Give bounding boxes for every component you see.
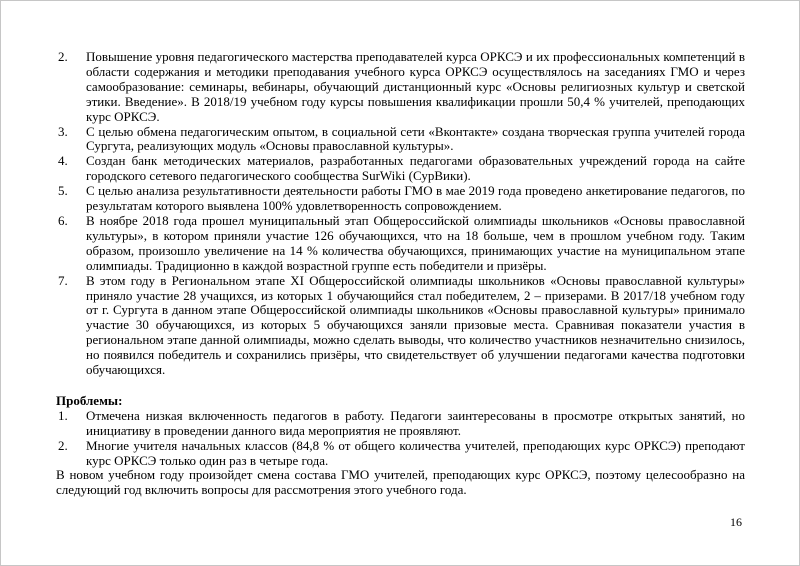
list-item-number: 6. — [58, 212, 68, 228]
list-item-text: Отмечена низкая включенность педагогов в работу. Педагоги заинтересованы в просмотре открытых занятий, но инициативу в проведении данного вида мероприятия не проявляют. — [86, 407, 745, 438]
list-item-number: 1. — [58, 407, 68, 423]
list-item-text: С целью анализа результативности деятельности работы ГМО в мае 2019 года проведено анкетирование педагогов, по результатам которого выявлена 100% удовлетворенность сопровождением. — [86, 183, 745, 214]
problems-numbered-list — [56, 409, 745, 469]
report-numbered-list — [56, 50, 745, 378]
list-item — [56, 274, 745, 378]
list-item-text: С целью обмена педагогическим опытом, в социальной сети «Вконтакте» создана творческая группа учителей города Сургута, реализующих модуль «Основы православной культуры». — [86, 123, 745, 154]
problems-heading: Проблемы: — [56, 392, 123, 408]
list-item — [56, 409, 745, 439]
page-number: 16 — [730, 515, 742, 529]
list-item-number: 3. — [58, 123, 68, 139]
list-item — [56, 184, 745, 214]
list-item — [56, 50, 745, 125]
list-item-text: В ноябре 2018 года прошел муниципальный этап Общероссийской олимпиады школьников «Основы православной культуры», в котором приняли участие 126 обучающихся, что на 18 больше, чем в прошлом учебном году. Таким образом, произошло увеличение на 14 % количества обучающихся, принимающих участие на муниципальном этапе олимпиады. Традиционно в каждой возрастной группе есть победители и призёры. — [86, 212, 745, 273]
closing-paragraph: В новом учебном году произойдет смена состава ГМО учителей, преподающих курс ОРКСЭ, поэтому целесообразно на следующий год включить вопросы для рассмотрения этого учебного года. — [56, 467, 745, 498]
list-item-number: 2. — [58, 49, 68, 64]
list-item-number: 2. — [58, 437, 68, 453]
list-item — [56, 154, 745, 184]
list-item-number: 4. — [58, 153, 68, 169]
list-item-text: Многие учителя начальных классов (84,8 % от общего количества учителей, преподающих курс ОРКСЭ) преподают курс ОРКСЭ только один раз в четыре года. — [86, 437, 745, 468]
list-item-text: Создан банк методических материалов, разработанных педагогами образовательных учреждений города на сайте городского сетевого педагогического сообщества SurWiki (СурВики). — [86, 153, 745, 184]
list-item — [56, 125, 745, 155]
page-content — [56, 50, 745, 511]
list-item-number: 7. — [58, 272, 68, 288]
list-item-number: 5. — [58, 183, 68, 199]
list-item-text: Повышение уровня педагогического мастерства преподавателей курса ОРКСЭ и их профессиональных компетенций в области содержания и методики преподавания учебного курса ОРКСЭ осуществлялось на заседаниях ГМО и через самообразование: семинары, вебинары, обучающий дистанционный курс «Основы религиозных культур и светской этики. Введение». В 2018/19 учебном году курсы повышения квалификации прошли 50,4 % учителей, преподающих курс ОРКСЭ. — [86, 49, 745, 124]
list-item — [56, 214, 745, 274]
list-item — [56, 439, 745, 469]
list-item-text: В этом году в Региональном этапе XI Общероссийской олимпиады школьников «Основы православной культуры» приняло участие 28 учащихся, из которых 1 обучающийся стал победителем, 2 – призерами. В 2017/18 учебном году от г. Сургута в данном этапе Общероссийской олимпиады школьников «Основы православной культуры» принимало участие 30 обучающихся, из которых 5 обучающихся заняли призовые места. Сравнивая показатели участия в региональном этапе данной олимпиады, можно сделать выводы, что количество участников незначительно снизилось, но появился победитель и сохранились призёры, что свидетельствует об улучшении педагогами качества подготовки обучающихся. — [86, 272, 745, 378]
